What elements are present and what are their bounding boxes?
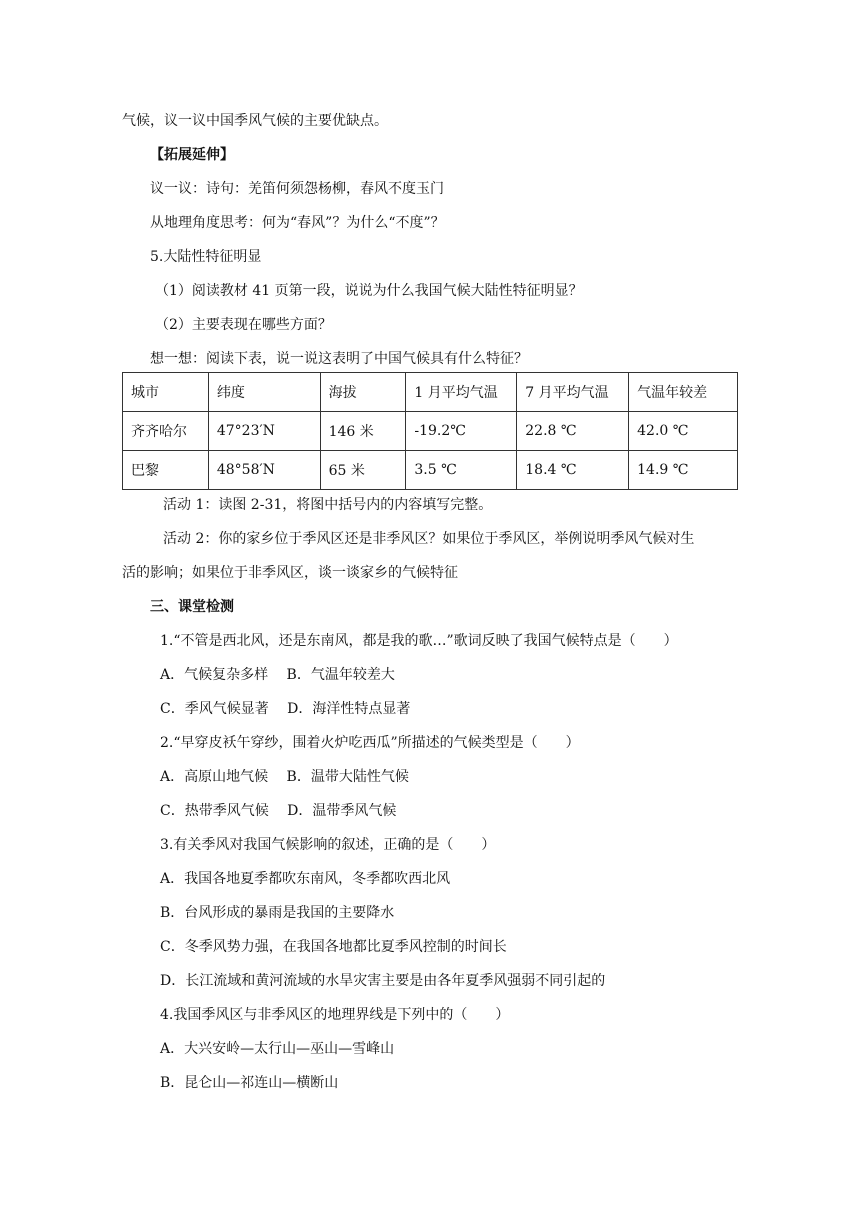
q4-stem: 4.我国季风区与非季风区的地理界线是下列中的（ ） [160, 1007, 510, 1023]
check-heading: 三、课堂检测 [150, 599, 234, 615]
table-cell: 巴黎 [123, 451, 209, 490]
extension-heading: 【拓展延伸】 [150, 147, 234, 163]
q2-options-row-2: C．热带季风气候 D．温带季风气候 [160, 803, 397, 819]
q3-option-c: C．冬季风势力强，在我国各地都比夏季风控制的时间长 [160, 939, 507, 955]
table-header-row [123, 373, 738, 412]
table-cell: 齐齐哈尔 [123, 412, 209, 451]
activity-2-line-2: 活的影响；如果位于非季风区，谈一谈家乡的气候特征 [122, 565, 458, 581]
q3-stem: 3.有关季风对我国气候影响的叙述，正确的是（ ） [160, 837, 496, 853]
table-header-cell: 气温年较差 [629, 373, 738, 412]
table-header-cell: 1 月平均气温 [406, 373, 517, 412]
q3-option-b: B．台风形成的暴雨是我国的主要降水 [160, 905, 395, 921]
climate-table [122, 372, 738, 490]
table-row [123, 412, 738, 451]
q2-stem: 2.“早穿皮袄午穿纱，围着火炉吃西瓜”所描述的气候类型是（ ） [160, 735, 580, 751]
table-header-cell: 纬度 [208, 373, 320, 412]
table-cell: 42.0 ℃ [629, 412, 738, 451]
table-cell: 3.5 ℃ [406, 451, 517, 490]
table-cell: -19.2℃ [406, 412, 517, 451]
table-cell: 18.4 ℃ [517, 451, 629, 490]
table-cell: 65 米 [320, 451, 406, 490]
activity-1: 活动 1：读图 2-31，将图中括号内的内容填写完整。 [163, 497, 493, 513]
table-cell: 14.9 ℃ [629, 451, 738, 490]
section5-q1: （1）阅读教材 41 页第一段，说说为什么我国气候大陆性特征明显？ [155, 283, 583, 299]
q2-options-row-1: A．高原山地气候 B．温带大陆性气候 [160, 769, 409, 785]
table-cell: 47°23′N [208, 412, 320, 451]
question-line: 从地理角度思考：何为“春风”？为什么“不度”？ [150, 215, 445, 231]
q1-options-row-2: C．季风气候显著 D．海洋性特点显著 [160, 701, 411, 717]
table-row [123, 451, 738, 490]
q3-option-d: D．长江流域和黄河流域的水旱灾害主要是由各年夏季风强弱不同引起的 [160, 973, 606, 989]
section5-think: 想一想：阅读下表，说一说这表明了中国气候具有什么特征？ [150, 351, 528, 367]
q1-stem: 1.“不管是西北风，还是东南风，都是我的歌…”歌词反映了我国气候特点是（ ） [160, 633, 678, 649]
activity-2-line-1: 活动 2：你的家乡位于季风区还是非季风区？如果位于季风区，举例说明季风气候对生 [163, 531, 695, 547]
section5-q2: （2）主要表现在哪些方面？ [155, 317, 332, 333]
table-header-cell: 7 月平均气温 [517, 373, 629, 412]
q1-options-row-1: A．气候复杂多样 B．气温年较差大 [160, 667, 395, 683]
q4-option-a: A．大兴安岭—太行山—巫山—雪峰山 [160, 1041, 395, 1057]
table-header-cell: 海拔 [320, 373, 406, 412]
poem-line: 议一议：诗句：羌笛何须怨杨柳，春风不度玉门 [150, 181, 444, 197]
table-header-cell: 城市 [123, 373, 209, 412]
table-cell: 146 米 [320, 412, 406, 451]
table-cell: 48°58′N [208, 451, 320, 490]
intro-line: 气候，议一议中国季风气候的主要优缺点。 [122, 113, 388, 129]
q4-option-b: B．昆仑山—祁连山—横断山 [160, 1075, 339, 1091]
table-cell: 22.8 ℃ [517, 412, 629, 451]
section5-title: 5.大陆性特征明显 [150, 249, 262, 265]
q3-option-a: A．我国各地夏季都吹东南风，冬季都吹西北风 [160, 871, 451, 887]
